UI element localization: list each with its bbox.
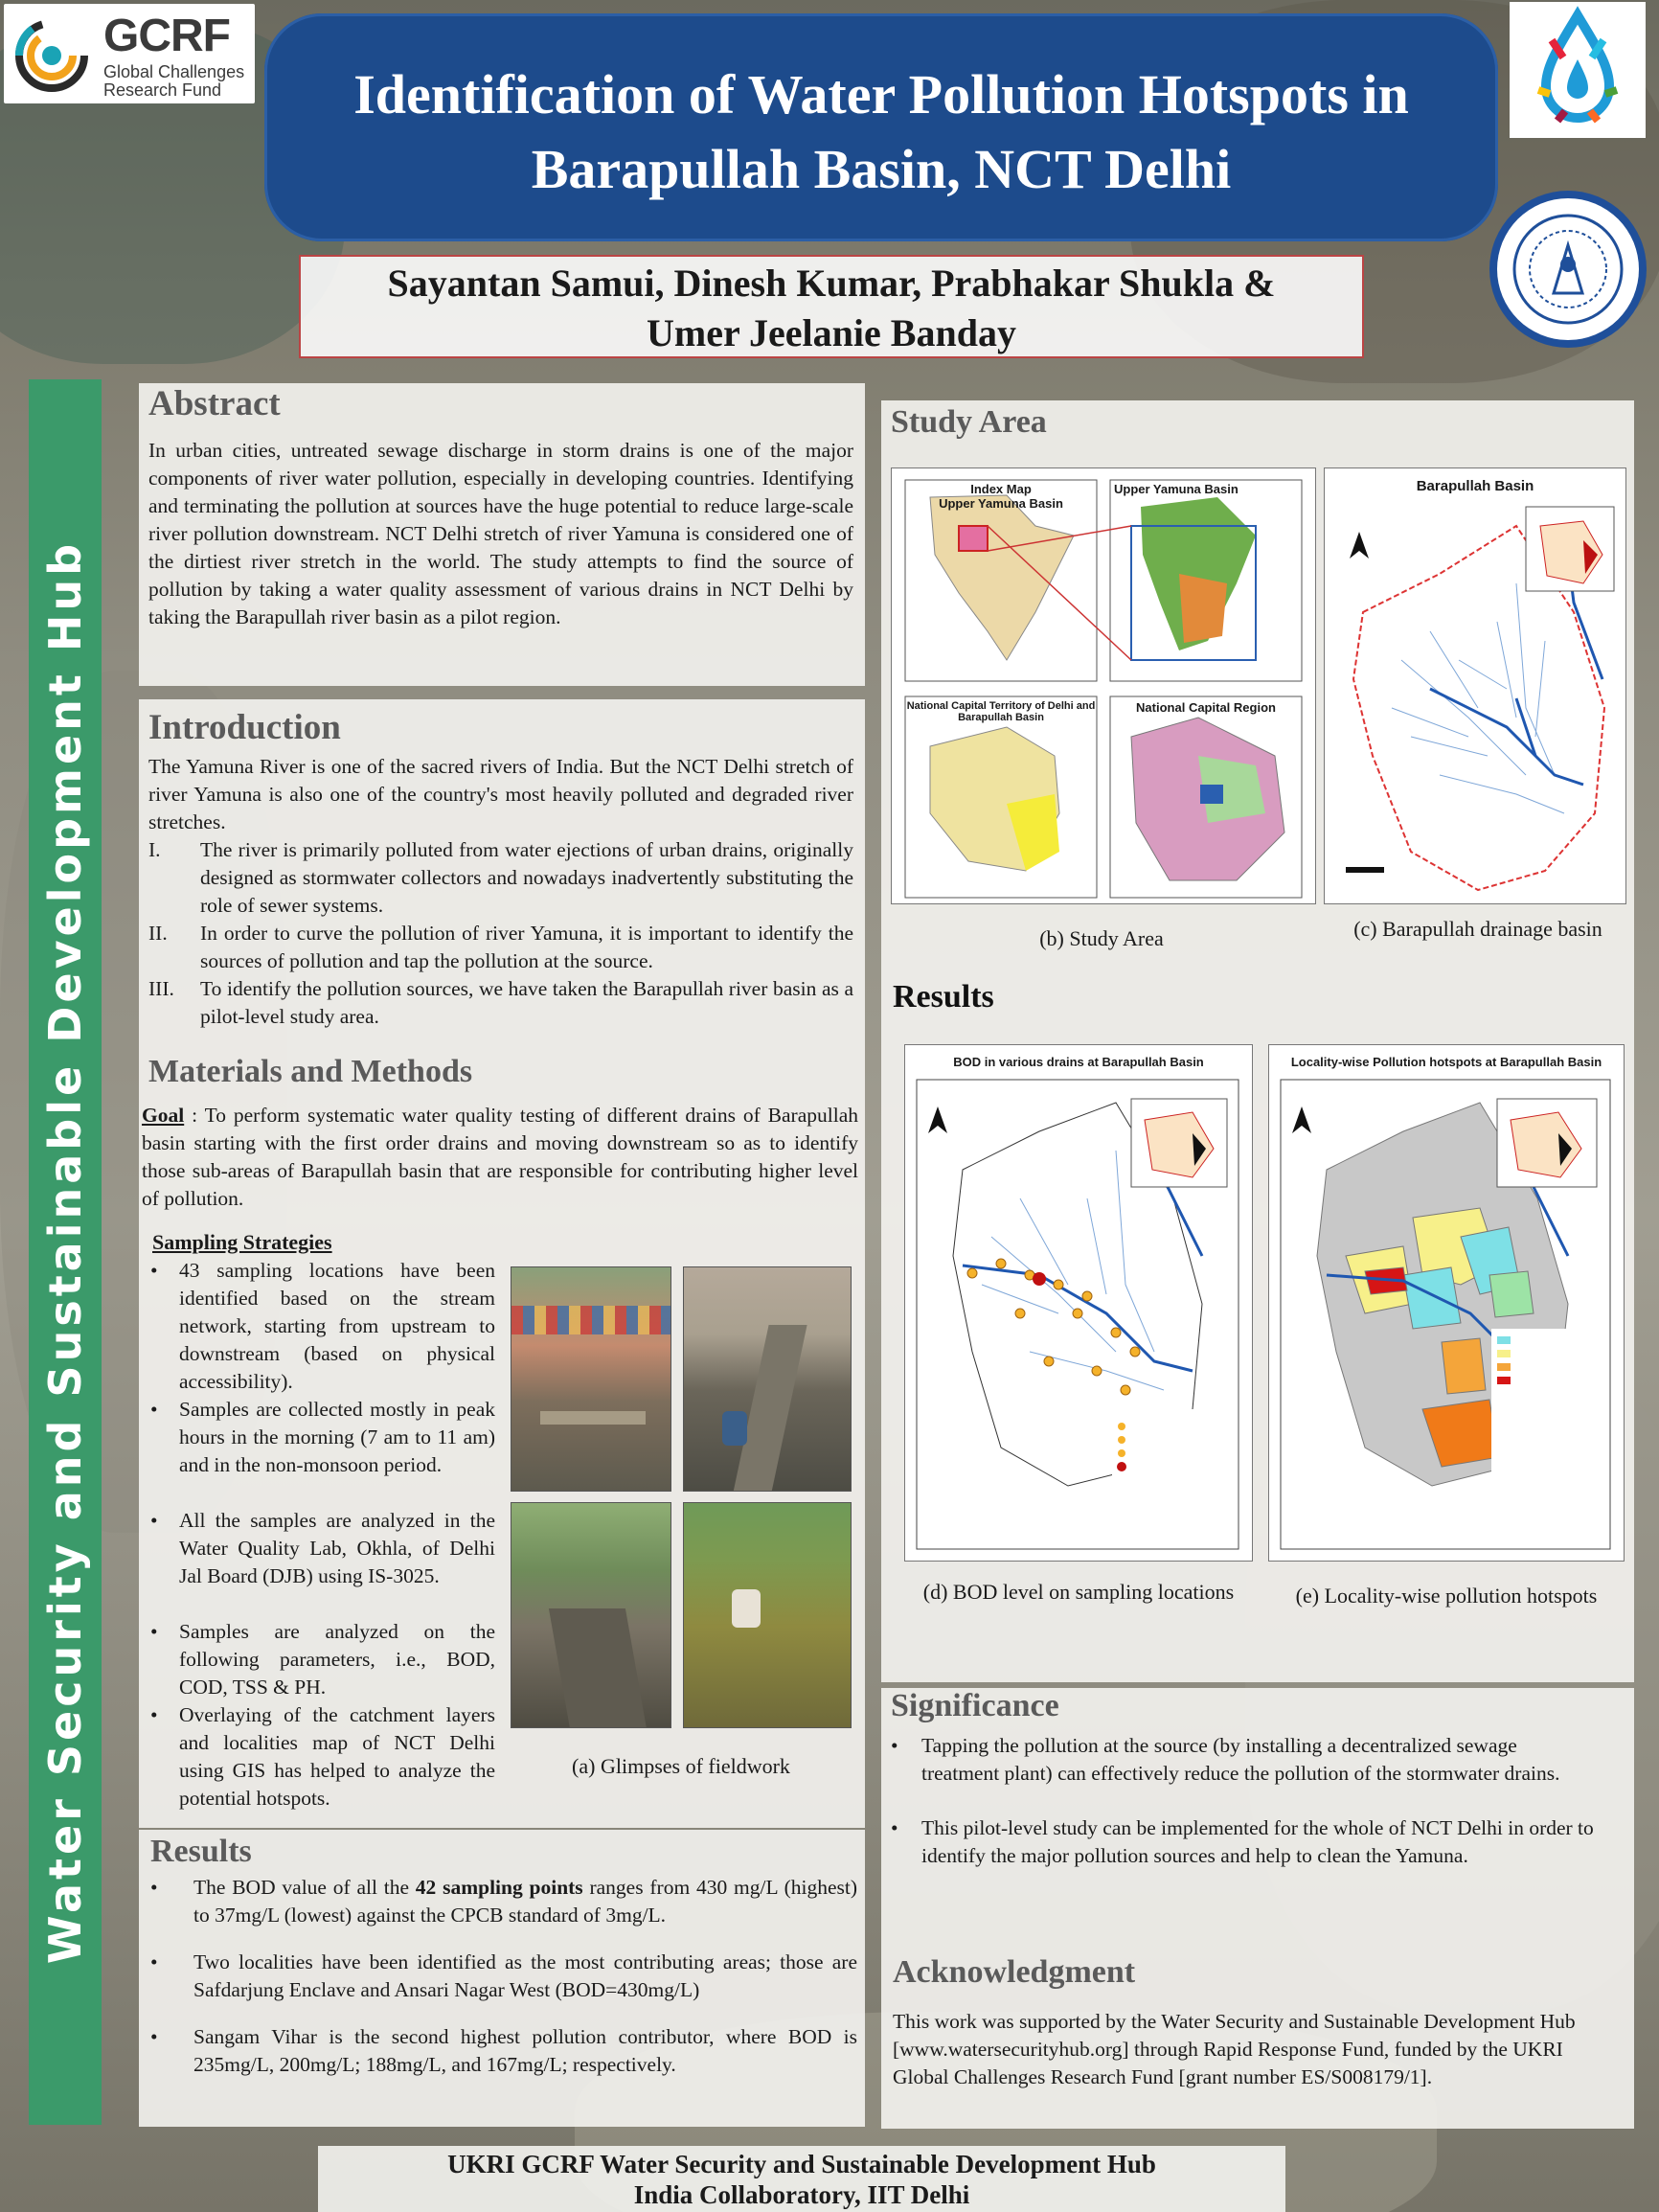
barapullah-map-title: Barapullah Basin [1416, 478, 1534, 494]
introduction-methods-panel [139, 699, 865, 1828]
significance-bullet: • This pilot-level study can be implemented for the whole of NCT Delhi in order to identify the major pollution sources and help to clean the Yamuna. [891, 1816, 1594, 1867]
introduction-item: I. The river is primarily polluted from water ejections of urban drains, originally designed as stormwater collectors and nowadays inadvertently substituting the role of sewer systems. [148, 838, 853, 917]
sampling-bullet: • Samples are analyzed on the following parameters, i.e., BOD, COD, TSS & PH. [150, 1620, 495, 1699]
poster-title: Identification of Water Pollution Hotspots in Barapullah Basin, NCT Delhi [353, 63, 1409, 200]
authors-line1: Sayantan Samui, Dinesh Kumar, Prabhakar Shukla & [387, 262, 1276, 305]
fieldwork-photo [683, 1502, 852, 1728]
results-summary-panel [139, 1830, 865, 2127]
ncr-map-title: National Capital Region [1136, 700, 1276, 715]
iit-delhi-logo [1487, 188, 1649, 351]
study-area-caption: (b) Study Area [1039, 926, 1164, 950]
footer-line1: UKRI GCRF Water Security and Sustainable Development Hub [447, 2150, 1156, 2178]
hub-side-banner [29, 379, 102, 2125]
introduction-item: II. In order to curve the pollution of river Yamuna, it is important to identify the sources of pollution and tap the pollution at the source. [148, 922, 853, 972]
sampling-bullet: • 43 sampling locations have been identified based on the stream network, starting from upstream to downstream (based on physical accessibility). [150, 1259, 495, 1393]
poster-title-box [264, 13, 1498, 241]
results-bullet: • Two localities have been identified as the most contributing areas; those are Safdarjung Enclave and Ansari Nagar West (BOD=430mg/L) [150, 1950, 857, 2001]
fieldwork-photo [683, 1266, 852, 1492]
study-area-heading: Study Area [891, 404, 1047, 440]
results-maps-heading: Results [893, 979, 994, 1015]
introduction-item: III. To identify the pollution sources, we have taken the Barapullah river basin as a pilot-level study area. [148, 977, 853, 1028]
fieldwork-photo [511, 1502, 671, 1728]
sampling-bullet: • Samples are collected mostly in peak hours in the morning (7 am to 11 am) and in the non-monsoon period. [150, 1398, 495, 1476]
abstract-text: In urban cities, untreated sewage discharge in storm drains is one of the major components of river water pollution, especially in developing countries. Identifying and terminating the pollution at sources have the huge potential to reduce large-scale river pollution downstream. NCT Delhi stretch of river Yamuna is considered one of the dirtiest river stretch in the world. The study attempts to find the source of pollution by taking a water quality assessment of various drains in NCT Delhi by taking the Barapullah river basin as a pilot region. [148, 439, 853, 628]
barapullah-caption: (c) Barapullah drainage basin [1353, 917, 1602, 941]
iit-delhi-seal-icon [1487, 188, 1649, 351]
barapullah-basin-map-figure [1324, 467, 1626, 904]
authors-line2: Umer Jeelanie Banday [647, 311, 1016, 354]
gcrf-logo-subtitle: Global Challenges Research Fund [103, 62, 245, 100]
fieldwork-caption: (a) Glimpses of fieldwork [572, 1754, 790, 1778]
abstract-panel [139, 383, 865, 686]
hub-side-banner-text: Water Security and Sustainable Development Hub [39, 539, 91, 1965]
results-bullet: • The BOD value of all the 42 sampling points ranges from 430 mg/L (highest) to 37mg/L (lowest) against the CPCB standard of 3mg/L. [150, 1876, 857, 1927]
upper-yamuna-map-title: Upper Yamuna Basin [1114, 482, 1239, 496]
results-bullet: • Sangam Vihar is the second highest pollution contributor, where BOD is 235mg/L, 200mg/L; 188mg/L, and 167mg/L; respectively. [150, 2025, 857, 2076]
bod-map-title: BOD in various drains at Barapullah Basin [953, 1055, 1204, 1069]
bod-sampling-map-figure [904, 1044, 1253, 1562]
hotspot-map-title: Locality-wise Pollution hotspots at Barapullah Basin [1290, 1055, 1602, 1069]
hotspot-map-caption: (e) Locality-wise pollution hotspots [1295, 1584, 1598, 1608]
methods-heading: Materials and Methods [148, 1054, 473, 1089]
sampling-bullet: • All the samples are analyzed in the Water Quality Lab, Okhla, of Delhi Jal Board (DJB) using IS-3025. [150, 1509, 495, 1587]
methods-goal-text: Goal : To perform systematic water quality testing of different drains of Barapullah basin starting with the first order drains and moving downstream so as to identify those sub-areas of Barapullah basin that are responsible for contributing higher level of pollution. [142, 1104, 858, 1210]
significance-panel [881, 1688, 1634, 2129]
sampling-bullet: • Overlaying of the catchment layers and localities map of NCT Delhi using GIS has helped to analyze the potential hotspots. [150, 1703, 495, 1810]
water-drop-icon [1510, 2, 1646, 138]
gcrf-logo [4, 4, 255, 103]
abstract-heading: Abstract [148, 384, 281, 423]
sampling-strategies-heading: Sampling Strategies [152, 1230, 332, 1254]
footer-line2: India Collaboratory, IIT Delhi [633, 2180, 970, 2209]
authors-box [299, 255, 1364, 358]
introduction-heading: Introduction [148, 708, 341, 747]
locality-hotspot-map-figure [1268, 1044, 1625, 1562]
bod-map-caption: (d) BOD level on sampling locations [922, 1580, 1235, 1604]
significance-bullet: • Tapping the pollution at the source (by installing a decentralized sewage treatment plant) can effectively reduce the pollution of the stormwater drains. [891, 1734, 1560, 1785]
results-summary-heading: Results [150, 1834, 252, 1869]
gcrf-logo-name: GCRF [103, 11, 230, 61]
index-map-title: Index Map Upper Yamuna Basin [939, 482, 1063, 511]
acknowledgment-text: This work was supported by the Water Security and Sustainable Development Hub [www.watersecurityhub.org] through Rapid Response Fund, funded by the UKRI Global Challenges Research Fund [grant number ES/S008179/1]. [893, 2010, 1576, 2088]
nct-map-title: National Capital Territory of Delhi and Barapullah Basin [906, 700, 1096, 723]
introduction-text: The Yamuna River is one of the sacred rivers of India. But the NCT Delhi stretch of river Yamuna is also one of the country's most heavily polluted and degraded river stretches. [148, 755, 853, 833]
study-area-map-figure [891, 467, 1316, 904]
acknowledgment-heading: Acknowledgment [893, 1954, 1136, 1990]
water-hub-logo [1510, 2, 1646, 138]
gcrf-logo-icon [13, 17, 90, 94]
fieldwork-photo [511, 1266, 671, 1492]
significance-heading: Significance [891, 1688, 1059, 1723]
study-area-results-panel [881, 400, 1634, 1682]
footer-box [318, 2146, 1285, 2212]
